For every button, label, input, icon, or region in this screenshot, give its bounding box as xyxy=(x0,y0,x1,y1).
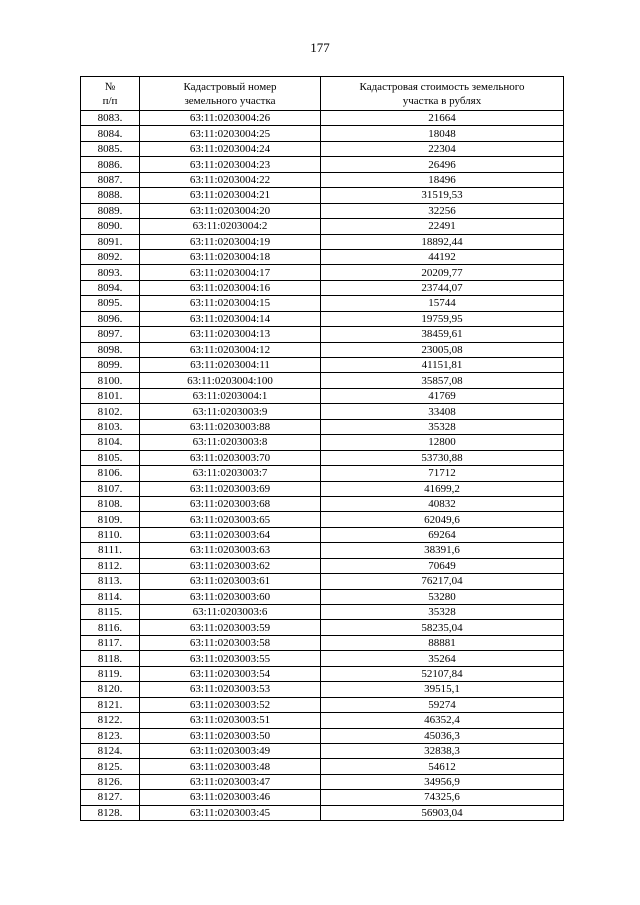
row-index: 8117. xyxy=(81,635,140,650)
row-cadastral-value: 35328 xyxy=(321,419,564,434)
row-cadastral-value: 41151,81 xyxy=(321,358,564,373)
table-row xyxy=(81,512,564,527)
table-row xyxy=(81,605,564,620)
row-cadastral-number: 63:11:0203003:63 xyxy=(140,543,321,558)
row-cadastral-value: 32838,3 xyxy=(321,743,564,758)
row-index: 8087. xyxy=(81,172,140,187)
table-row xyxy=(81,234,564,249)
row-index: 8107. xyxy=(81,481,140,496)
row-cadastral-value: 31519,53 xyxy=(321,188,564,203)
header-cadastral-value xyxy=(321,77,564,111)
row-cadastral-number: 63:11:0203003:47 xyxy=(140,774,321,789)
row-cadastral-number: 63:11:0203004:26 xyxy=(140,111,321,126)
table-row xyxy=(81,327,564,342)
row-index: 8127. xyxy=(81,790,140,805)
row-cadastral-number: 63:11:0203003:7 xyxy=(140,466,321,481)
cadastral-table xyxy=(80,76,564,821)
table-row xyxy=(81,527,564,542)
table-row xyxy=(81,805,564,820)
row-cadastral-value: 22304 xyxy=(321,141,564,156)
header-index-line2: п/п xyxy=(102,94,118,107)
row-cadastral-value: 35857,08 xyxy=(321,373,564,388)
table-row xyxy=(81,682,564,697)
page-number: 177 xyxy=(310,40,330,55)
row-cadastral-value: 54612 xyxy=(321,759,564,774)
row-index: 8122. xyxy=(81,713,140,728)
row-cadastral-number: 63:11:0203003:68 xyxy=(140,496,321,511)
row-cadastral-value: 18892,44 xyxy=(321,234,564,249)
table-row xyxy=(81,574,564,589)
row-cadastral-number: 63:11:0203004:12 xyxy=(140,342,321,357)
table-body xyxy=(81,111,564,821)
row-cadastral-value: 22491 xyxy=(321,219,564,234)
table-header-row xyxy=(81,77,564,111)
row-cadastral-number: 63:11:0203003:64 xyxy=(140,527,321,542)
table-row xyxy=(81,141,564,156)
table-row xyxy=(81,342,564,357)
table-row xyxy=(81,188,564,203)
row-cadastral-number: 63:11:0203003:50 xyxy=(140,728,321,743)
table-row xyxy=(81,280,564,295)
row-index: 8088. xyxy=(81,188,140,203)
row-index: 8104. xyxy=(81,435,140,450)
table-row xyxy=(81,203,564,218)
row-index: 8110. xyxy=(81,527,140,542)
row-cadastral-number: 63:11:0203004:21 xyxy=(140,188,321,203)
table-row xyxy=(81,219,564,234)
row-index: 8100. xyxy=(81,373,140,388)
row-cadastral-number: 63:11:0203004:1 xyxy=(140,388,321,403)
row-index: 8125. xyxy=(81,759,140,774)
row-cadastral-value: 56903,04 xyxy=(321,805,564,820)
row-cadastral-value: 34956,9 xyxy=(321,774,564,789)
table-row xyxy=(81,172,564,187)
row-index: 8111. xyxy=(81,543,140,558)
row-cadastral-value: 70649 xyxy=(321,558,564,573)
table-row xyxy=(81,589,564,604)
row-cadastral-number: 63:11:0203003:70 xyxy=(140,450,321,465)
row-index: 8115. xyxy=(81,605,140,620)
row-index: 8098. xyxy=(81,342,140,357)
row-index: 8109. xyxy=(81,512,140,527)
row-index: 8116. xyxy=(81,620,140,635)
row-index: 8096. xyxy=(81,311,140,326)
row-index: 8119. xyxy=(81,666,140,681)
row-cadastral-value: 12800 xyxy=(321,435,564,450)
row-index: 8089. xyxy=(81,203,140,218)
row-cadastral-number: 63:11:0203004:22 xyxy=(140,172,321,187)
row-index: 8101. xyxy=(81,388,140,403)
row-index: 8114. xyxy=(81,589,140,604)
row-index: 8121. xyxy=(81,697,140,712)
row-cadastral-value: 53730,88 xyxy=(321,450,564,465)
row-index: 8106. xyxy=(81,466,140,481)
row-cadastral-number: 63:11:0203003:61 xyxy=(140,574,321,589)
row-index: 8103. xyxy=(81,419,140,434)
row-cadastral-number: 63:11:0203003:88 xyxy=(140,419,321,434)
row-cadastral-number: 63:11:0203003:8 xyxy=(140,435,321,450)
row-cadastral-number: 63:11:0203004:23 xyxy=(140,157,321,172)
table-row xyxy=(81,466,564,481)
row-cadastral-value: 35264 xyxy=(321,651,564,666)
row-cadastral-value: 20209,77 xyxy=(321,265,564,280)
row-cadastral-number: 63:11:0203004:2 xyxy=(140,219,321,234)
row-cadastral-value: 32256 xyxy=(321,203,564,218)
row-index: 8095. xyxy=(81,296,140,311)
row-cadastral-value: 41769 xyxy=(321,388,564,403)
row-cadastral-value: 35328 xyxy=(321,605,564,620)
row-cadastral-value: 26496 xyxy=(321,157,564,172)
row-cadastral-number: 63:11:0203003:65 xyxy=(140,512,321,527)
row-index: 8120. xyxy=(81,682,140,697)
table-row xyxy=(81,713,564,728)
row-cadastral-number: 63:11:0203003:49 xyxy=(140,743,321,758)
row-index: 8094. xyxy=(81,280,140,295)
row-cadastral-number: 63:11:0203003:60 xyxy=(140,589,321,604)
row-index: 8083. xyxy=(81,111,140,126)
table-row xyxy=(81,666,564,681)
row-index: 8108. xyxy=(81,496,140,511)
row-index: 8099. xyxy=(81,358,140,373)
table-row xyxy=(81,790,564,805)
row-cadastral-value: 38459,61 xyxy=(321,327,564,342)
row-cadastral-value: 39515,1 xyxy=(321,682,564,697)
row-cadastral-number: 63:11:0203004:24 xyxy=(140,141,321,156)
row-cadastral-value: 58235,04 xyxy=(321,620,564,635)
row-cadastral-value: 41699,2 xyxy=(321,481,564,496)
row-index: 8090. xyxy=(81,219,140,234)
table-row xyxy=(81,651,564,666)
row-cadastral-value: 46352,4 xyxy=(321,713,564,728)
row-cadastral-number: 63:11:0203004:16 xyxy=(140,280,321,295)
row-index: 8097. xyxy=(81,327,140,342)
row-cadastral-number: 63:11:0203003:51 xyxy=(140,713,321,728)
row-cadastral-value: 40832 xyxy=(321,496,564,511)
row-cadastral-value: 74325,6 xyxy=(321,790,564,805)
table-row xyxy=(81,126,564,141)
row-cadastral-value: 45036,3 xyxy=(321,728,564,743)
row-cadastral-number: 63:11:0203004:13 xyxy=(140,327,321,342)
row-cadastral-value: 76217,04 xyxy=(321,574,564,589)
row-index: 8123. xyxy=(81,728,140,743)
row-index: 8092. xyxy=(81,249,140,264)
header-cadastral-number-line1: Кадастровый номер xyxy=(183,80,277,93)
row-cadastral-number: 63:11:0203003:59 xyxy=(140,620,321,635)
table-row xyxy=(81,296,564,311)
table-row xyxy=(81,558,564,573)
row-cadastral-value: 23744,07 xyxy=(321,280,564,295)
row-cadastral-value: 59274 xyxy=(321,697,564,712)
row-cadastral-number: 63:11:0203003:55 xyxy=(140,651,321,666)
table-row xyxy=(81,759,564,774)
table-row xyxy=(81,450,564,465)
table-row xyxy=(81,635,564,650)
row-cadastral-value: 18048 xyxy=(321,126,564,141)
row-cadastral-number: 63:11:0203003:45 xyxy=(140,805,321,820)
row-cadastral-number: 63:11:0203004:100 xyxy=(140,373,321,388)
row-cadastral-number: 63:11:0203003:46 xyxy=(140,790,321,805)
row-index: 8112. xyxy=(81,558,140,573)
header-cadastral-number xyxy=(140,77,321,111)
row-cadastral-number: 63:11:0203003:52 xyxy=(140,697,321,712)
row-cadastral-value: 33408 xyxy=(321,404,564,419)
table-row xyxy=(81,157,564,172)
row-index: 8093. xyxy=(81,265,140,280)
table-row xyxy=(81,481,564,496)
header-index-line1: № xyxy=(104,80,116,93)
row-cadastral-number: 63:11:0203004:15 xyxy=(140,296,321,311)
row-cadastral-number: 63:11:0203004:11 xyxy=(140,358,321,373)
row-cadastral-number: 63:11:0203003:62 xyxy=(140,558,321,573)
table-row xyxy=(81,419,564,434)
row-cadastral-value: 38391,6 xyxy=(321,543,564,558)
row-cadastral-number: 63:11:0203004:17 xyxy=(140,265,321,280)
row-cadastral-value: 52107,84 xyxy=(321,666,564,681)
row-cadastral-value: 44192 xyxy=(321,249,564,264)
row-index: 8105. xyxy=(81,450,140,465)
row-cadastral-number: 63:11:0203003:69 xyxy=(140,481,321,496)
header-index xyxy=(81,77,140,111)
row-cadastral-number: 63:11:0203003:48 xyxy=(140,759,321,774)
row-index: 8126. xyxy=(81,774,140,789)
table-row xyxy=(81,620,564,635)
row-index: 8084. xyxy=(81,126,140,141)
row-index: 8118. xyxy=(81,651,140,666)
header-cadastral-value-line2: участка в рублях xyxy=(402,94,482,107)
row-cadastral-number: 63:11:0203003:58 xyxy=(140,635,321,650)
row-index: 8102. xyxy=(81,404,140,419)
row-index: 8085. xyxy=(81,141,140,156)
table-row xyxy=(81,111,564,126)
table-row xyxy=(81,373,564,388)
table-row xyxy=(81,404,564,419)
row-cadastral-value: 69264 xyxy=(321,527,564,542)
row-cadastral-value: 62049,6 xyxy=(321,512,564,527)
table-row xyxy=(81,358,564,373)
table-row xyxy=(81,774,564,789)
row-cadastral-value: 18496 xyxy=(321,172,564,187)
row-cadastral-value: 88881 xyxy=(321,635,564,650)
table-row xyxy=(81,388,564,403)
row-cadastral-value: 23005,08 xyxy=(321,342,564,357)
row-index: 8124. xyxy=(81,743,140,758)
table-row xyxy=(81,249,564,264)
row-cadastral-value: 53280 xyxy=(321,589,564,604)
row-cadastral-number: 63:11:0203004:25 xyxy=(140,126,321,141)
row-cadastral-number: 63:11:0203003:54 xyxy=(140,666,321,681)
table-row xyxy=(81,728,564,743)
row-cadastral-value: 19759,95 xyxy=(321,311,564,326)
header-cadastral-value-line1: Кадастровая стоимость земельного xyxy=(359,80,525,93)
table-row xyxy=(81,311,564,326)
row-cadastral-number: 63:11:0203004:19 xyxy=(140,234,321,249)
table-row xyxy=(81,743,564,758)
table-row xyxy=(81,435,564,450)
table-row xyxy=(81,496,564,511)
row-index: 8086. xyxy=(81,157,140,172)
row-cadastral-value: 15744 xyxy=(321,296,564,311)
row-index: 8091. xyxy=(81,234,140,249)
row-cadastral-value: 21664 xyxy=(321,111,564,126)
row-index: 8128. xyxy=(81,805,140,820)
row-cadastral-number: 63:11:0203004:20 xyxy=(140,203,321,218)
row-cadastral-number: 63:11:0203003:6 xyxy=(140,605,321,620)
row-index: 8113. xyxy=(81,574,140,589)
row-cadastral-number: 63:11:0203003:9 xyxy=(140,404,321,419)
row-cadastral-number: 63:11:0203003:53 xyxy=(140,682,321,697)
row-cadastral-number: 63:11:0203004:18 xyxy=(140,249,321,264)
table-row xyxy=(81,265,564,280)
table-row xyxy=(81,543,564,558)
header-cadastral-number-line2: земельного участка xyxy=(184,94,276,107)
row-cadastral-value: 71712 xyxy=(321,466,564,481)
row-cadastral-number: 63:11:0203004:14 xyxy=(140,311,321,326)
table-row xyxy=(81,697,564,712)
